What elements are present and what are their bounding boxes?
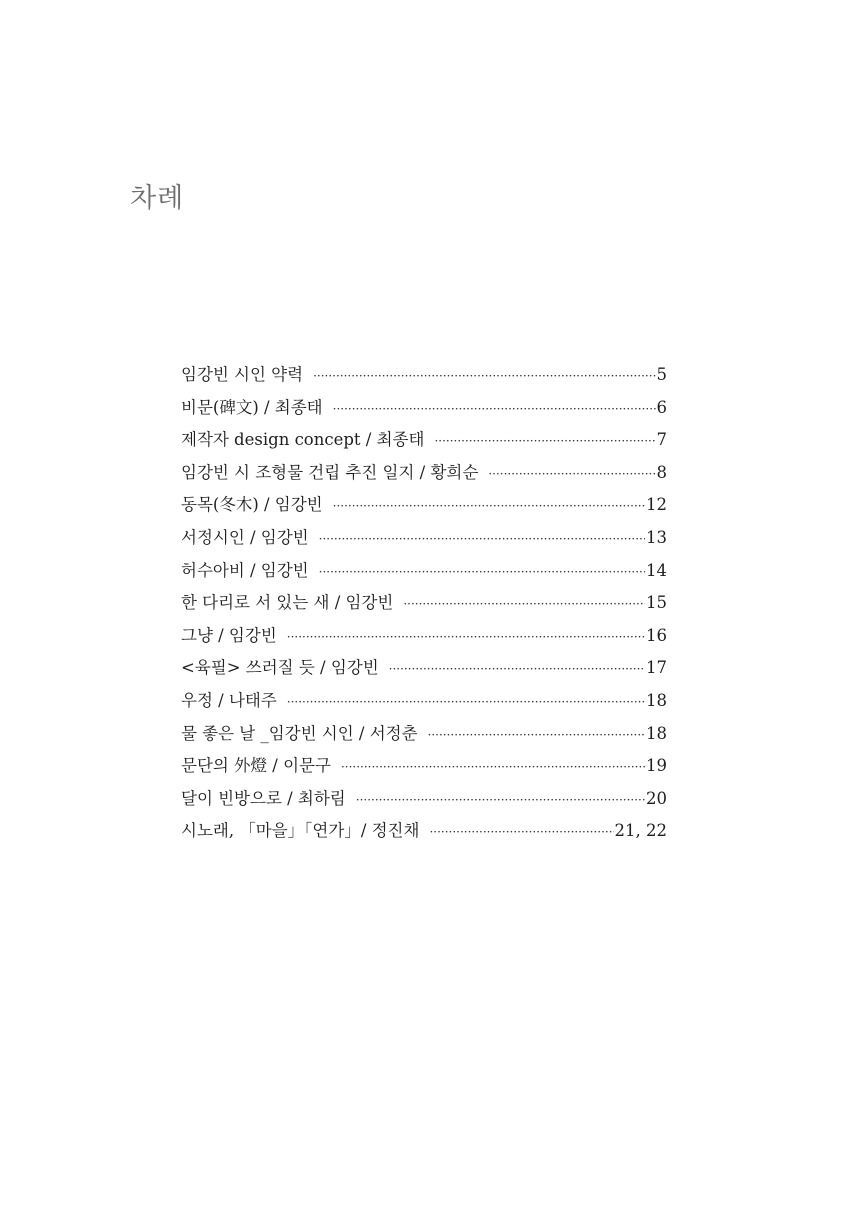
toc-entry-page: 15: [646, 593, 667, 613]
toc-entry: [181, 687, 667, 720]
toc-entry-page: 16: [646, 625, 667, 645]
toc-entry: [181, 589, 667, 622]
toc-entry: [181, 491, 667, 524]
toc-entry-title: <육필> 쓰러질 듯 / 임강빈: [181, 658, 379, 678]
toc-entry-title: 그냥 / 임강빈: [181, 625, 277, 645]
toc-entry-title: 달이 빈방으로 / 최하림: [181, 788, 346, 808]
dot-leader: [429, 825, 613, 839]
toc-entry-page: 7: [656, 430, 667, 450]
toc-entry: [181, 817, 667, 850]
dot-leader: [319, 532, 645, 546]
dot-leader: [434, 434, 655, 448]
toc-entry-title: 허수아비 / 임강빈: [181, 560, 309, 580]
toc-entry-page: 6: [656, 397, 667, 417]
toc-entry: [181, 622, 667, 655]
toc-entry-title: 서정시인 / 임강빈: [181, 527, 309, 547]
dot-leader: [341, 760, 645, 774]
toc-entry-page: 5: [656, 365, 667, 384]
dot-leader: [333, 402, 656, 416]
dot-leader: [389, 662, 645, 676]
dot-leader: [319, 565, 645, 579]
dot-leader: [356, 793, 645, 807]
toc-entry-page: 13: [646, 527, 667, 547]
toc-entry: [181, 785, 667, 818]
toc-entry-page: 12: [646, 495, 667, 515]
toc-entry-page: 18: [646, 690, 667, 710]
dot-leader: [313, 369, 655, 383]
dot-leader: [287, 695, 645, 709]
toc-entry-title: 비문(碑文) / 최종태: [181, 397, 323, 417]
toc-entry: [181, 720, 667, 753]
dot-leader: [287, 630, 645, 644]
dot-leader: [333, 499, 645, 513]
toc-entry: [181, 394, 667, 427]
toc-entry-page: 8: [656, 462, 667, 482]
dot-leader: [428, 728, 645, 742]
page-title: 차례: [130, 183, 185, 214]
toc-entry-page: 14: [646, 560, 667, 580]
toc-entry-page: 17: [646, 658, 667, 678]
toc-entry-page: 21, 22: [614, 821, 667, 841]
toc-entry: [181, 654, 667, 687]
toc-entry-title: 제작자 design concept / 최종태: [181, 430, 425, 450]
toc-entry-title: 임강빈 시인 약력: [181, 365, 304, 384]
toc-entry-title: 물 좋은 날 _임강빈 시인 / 서정춘: [181, 723, 418, 743]
toc-entry-title: 동목(冬木) / 임강빈: [181, 495, 323, 515]
table-of-contents: [181, 361, 667, 850]
toc-entry: [181, 459, 667, 492]
toc-entry-title: 시노래, 「마을」「연가」/ 정진채: [181, 821, 420, 841]
dot-leader: [403, 597, 645, 611]
toc-entry: [181, 752, 667, 785]
toc-entry: [181, 361, 667, 394]
toc-entry-title: 문단의 外燈 / 이문구: [181, 756, 331, 776]
toc-entry-title: 임강빈 시 조형물 건립 추진 일지 / 황희순: [181, 462, 479, 482]
toc-entry-title: 우정 / 나태주: [181, 690, 277, 710]
toc-entry-title: 한 다리로 서 있는 새 / 임강빈: [181, 593, 394, 613]
toc-entry: [181, 524, 667, 557]
toc-entry: [181, 557, 667, 590]
toc-entry-page: 20: [646, 788, 667, 808]
toc-entry-page: 18: [646, 723, 667, 743]
dot-leader: [488, 467, 655, 481]
toc-entry: [181, 426, 667, 459]
toc-entry-page: 19: [646, 756, 667, 776]
